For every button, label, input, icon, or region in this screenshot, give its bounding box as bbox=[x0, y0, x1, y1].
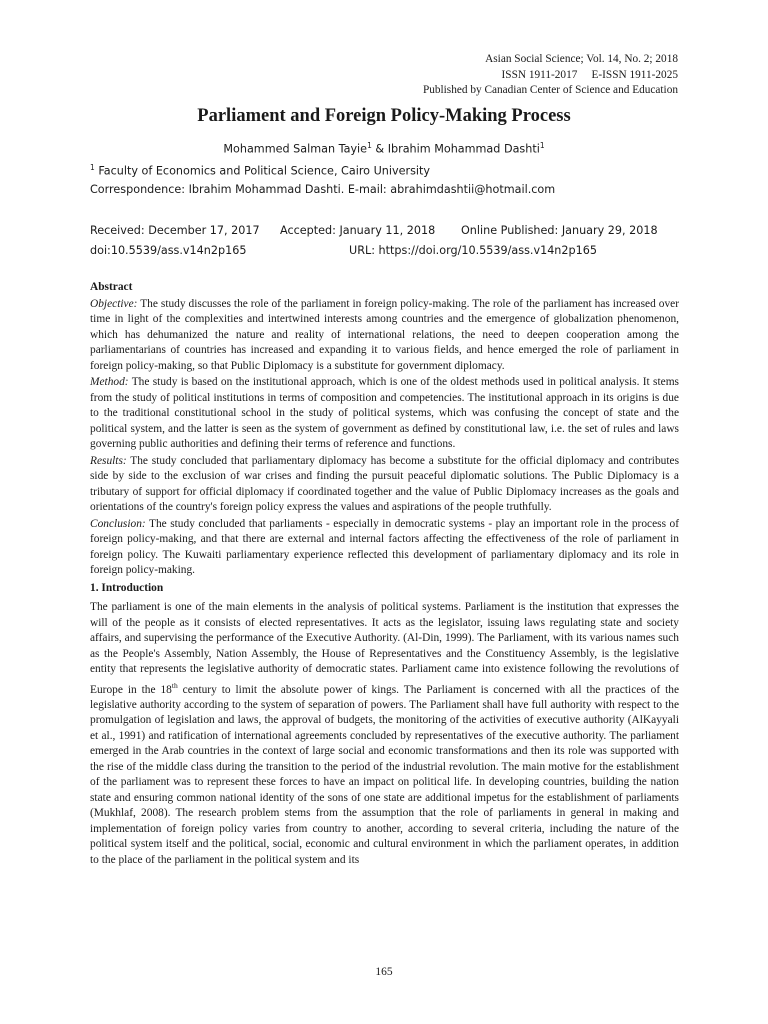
introduction-text-continued: century to limit the absolute power of kings. The Parliament is concerned with all the practices of the legislative authority according to the system of separation of powers. The Parliament shall have full authority with respect to the promulgation of legislation and laws, the approval of budgets, the monitoring of the activities of executive authority (AlKayyali et al., 1991) and ratification of international agreements concluded by representatives of the executive authority. The parliament emerged in the Arab countries in the context of large social and economic transformations and then its role was supported with the rise of the middle class during the transition to the period of the industrial revolution. The main motive for the establishment of the parliament was to represent these forces to have an impact on political life. In developing countries, building the nation state and ensuring common national identity of the sons of one state are additional impetus for the establishment of parliaments (Mukhlaf, 2008). The research problem stems from the assumption that the role of parliaments in general in making and implementation of foreign policy varies from country to another, according to several criteria, including the nature of the political system itself and the political, social, economic and cultural environment in which the parliament operates, in addition to the place of the parliament in the political system and its bbox=[90, 683, 679, 866]
abstract-objective bbox=[90, 297, 679, 375]
introduction-heading: 1. Introduction bbox=[90, 581, 164, 594]
objective-label: Objective: bbox=[90, 297, 138, 310]
affiliation bbox=[90, 163, 430, 178]
results-label: Results: bbox=[90, 454, 127, 467]
conclusion-label: Conclusion: bbox=[90, 517, 146, 530]
accepted-date: Accepted: January 11, 2018 bbox=[280, 224, 436, 237]
paper-body bbox=[90, 280, 679, 868]
received-date: Received: December 17, 2017 bbox=[90, 224, 260, 237]
affiliation-mark: 1 bbox=[90, 163, 95, 172]
author-line bbox=[0, 141, 768, 156]
method-text: The study is based on the institutional approach, which is one of the oldest methods used in political analysis. It stems from the study of political institutions in terms of composition and competencies. The institutional approach in its origins is due to the traditional constitutional school in the study of political systems, which was confusing the concept of state and the political system, and the latter is seen as the system of government as defined by constitutional law, i.e. the set of rules and laws governing public authorities and defining their terms of reference and functions. bbox=[90, 376, 679, 450]
conclusion-text: The study concluded that parliaments - especially in democratic systems - play an important role in the process of foreign policy-making, and that there are external and internal factors affecting the effectiveness of the role of parliament in foreign policy. The Kuwaiti parliamentary experience reflected this development of parliamentary diplomacy and its role in foreign policy-making. bbox=[90, 517, 679, 576]
century-superscript: th bbox=[171, 680, 178, 690]
issn-line: ISSN 1911-2017 E-ISSN 1911-2025 bbox=[501, 68, 678, 81]
abstract-heading: Abstract bbox=[90, 281, 133, 293]
journal-volume-line: Asian Social Science; Vol. 14, No. 2; 2018 bbox=[485, 53, 678, 65]
author-name: Ibrahim Mohammad Dashti bbox=[387, 142, 540, 156]
publisher-line: Published by Canadian Center of Science and Education bbox=[422, 84, 678, 96]
paper-title: Parliament and Foreign Policy-Making Process bbox=[197, 106, 571, 126]
author-separator: & bbox=[371, 142, 388, 156]
abstract-method bbox=[90, 375, 679, 453]
publication-dates bbox=[90, 221, 690, 261]
abstract-results bbox=[90, 454, 679, 516]
objective-text: The study discusses the role of the parliament in foreign policy-making. The role of the parliament has increased over time in light of the complexities and intertwined interests among countries and the emergence of globalization phenomenon, which has dehumanized the nature and reality of international relations, the need to deepen cooperation among the parliamentarians of countries has increased and expanding it to various fields, and hence emerged the role of parliament in foreign policy-making, so that Public Diplomacy is a substitute for government diplomacy. bbox=[90, 297, 679, 372]
url-link[interactable]: URL: https://doi.org/10.5539/ass.v14n2p165 bbox=[349, 244, 597, 257]
affiliation-text: Faculty of Economics and Political Science, Cairo University bbox=[94, 164, 431, 178]
author-affiliation-mark: 1 bbox=[367, 141, 372, 150]
abstract-conclusion bbox=[90, 517, 679, 579]
author-affiliation-mark: 1 bbox=[539, 141, 545, 150]
journal-header bbox=[423, 52, 678, 99]
method-label: Method: bbox=[90, 376, 129, 388]
correspondence: Correspondence: Ibrahim Mohammad Dashti. E-mail: abrahimdashtii@hotmail.com bbox=[90, 183, 556, 196]
author-name: Mohammed Salman Tayie bbox=[223, 142, 368, 156]
published-date: Online Published: January 29, 2018 bbox=[461, 224, 658, 237]
introduction-paragraph bbox=[90, 600, 679, 868]
page-number: 165 bbox=[375, 966, 393, 978]
doi: doi:10.5539/ass.v14n2p165 bbox=[90, 244, 247, 257]
results-text: The study concluded that parliamentary diplomacy has become a substitute for the official diplomacy and contributes side by side to the exclusion of war crises and finding the pursuit peaceful diplomatic solutions. The Public Diplomacy is a tributary of support for official diplomacy if coordinated together and the value of Public Diplomacy increases as the goals and orientations of the country's foreign policy express the values and aspirations of the people truthfully. bbox=[90, 454, 679, 513]
introduction-text: The parliament is one of the main elements in the analysis of political systems. Parliament is the institution that expresses the will of the people as it consists of elected representatives. It acts as the legislator, issuing laws regulating state and society affairs, and supervising the performance of the Executive Authority. (Al-Din, 1999). The Parliament, with its various names such as the People's Assembly, Nation Assembly, the House of Representatives and the Constituency Assembly, is the legislative entity that represents the legislative authority of democratic states. Parliament came into existence following the revolutions of Europe in the 18 bbox=[90, 601, 679, 696]
